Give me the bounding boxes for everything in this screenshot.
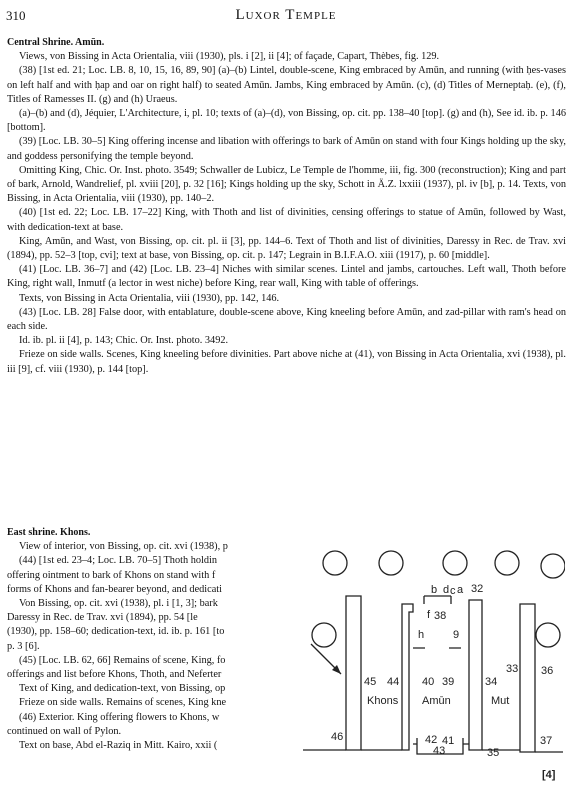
- label-40: 40: [422, 676, 435, 688]
- label-36: 36: [541, 665, 554, 677]
- paragraph: (a)–(b) and (d), Jéquier, L'Architecture, i, pl. 10; texts of (a)–(d), von Bissing, op. cit. pp. 138–40 [top]. (g) and (h), See id. ib. p. 146 [bottom].: [7, 108, 566, 134]
- label-43: 43: [433, 745, 446, 757]
- label-44: 44: [387, 676, 400, 688]
- section-heading: Central Shrine. Amūn.: [7, 37, 105, 48]
- label-45: 45: [364, 676, 377, 688]
- column-circle: [536, 623, 560, 647]
- east-shrine-section: [7, 526, 297, 753]
- column-circle: [379, 551, 403, 575]
- label-37: 37: [540, 735, 553, 747]
- line: continued on wall of Pylon.: [7, 725, 122, 737]
- wall-center-left: [402, 604, 413, 750]
- plan-drawing: [301, 532, 565, 784]
- line: (45) [Loc. LB. 62, 66] Remains of scene, King, fo: [19, 654, 226, 666]
- line: Von Bissing, op. cit. xvi (1938), pl. i [1, 3]; bark: [19, 598, 218, 610]
- paragraph: Texts, von Bissing in Acta Orientalia, viii (1930), pp. 142, 146.: [19, 292, 280, 304]
- wall-center-right: [469, 600, 482, 750]
- label-35: 35: [487, 747, 500, 759]
- paragraph: Frieze on side walls. Scenes, King kneeling before divinities. Part above niche at (41), von Bissing in Acta Orientalia, xvi (1938), pl. iii [9], cf. viii (1930), p. 144 [top].: [7, 349, 566, 375]
- paragraph: (39) [Loc. LB. 30–5] King offering incense and libation with offerings to bark of Amūn on stand with four Kings holding up the sky, and goddess personifying the temple beyond.: [7, 136, 566, 162]
- line: Daressy in Rec. de Trav. xvi (1894), pp. 54 [le: [7, 612, 198, 624]
- label-c: c: [450, 585, 456, 597]
- label-41: 41: [442, 735, 455, 747]
- label-42: 42: [425, 734, 438, 746]
- line: (1930), pp. 158–60; dedication-text, id. ib. p. 161 [to: [7, 626, 225, 638]
- label-38: 38: [434, 610, 447, 622]
- column-circle: [541, 554, 565, 578]
- central-shrine-section: [7, 36, 566, 377]
- page-number: 310: [6, 8, 26, 23]
- shrine-plan-figure: [301, 532, 565, 784]
- paragraph: (43) [Loc. LB. 28] False door, with entablature, double-scene above, King kneeling before Amūn, and zad-pillar with ram's head on each side.: [7, 306, 566, 333]
- paragraph: (40) [1st ed. 22; Loc. LB. 17–22] King, with Thoth and list of divinities, censing offerings to statue of Amūn, followed by Wast, with dedication-text at base.: [7, 207, 566, 233]
- label-34: 34: [485, 676, 498, 688]
- column-circle: [312, 623, 336, 647]
- label-39: 39: [442, 676, 455, 688]
- wall-right: [520, 604, 535, 752]
- line: forms of Khons and fan-bearer beyond, and dedicati: [7, 583, 223, 595]
- line: offerings and list before Khons, Thoth, and Neferter: [7, 669, 222, 681]
- page-header: [6, 6, 566, 28]
- line: (46) Exterior. King offering flowers to Khons, w: [19, 711, 220, 723]
- line: Text on base, Abd el-Raziq in Mitt. Kairo, xxii (: [19, 740, 218, 752]
- section-heading: East shrine. Khons.: [7, 527, 91, 538]
- label-khons: Khons: [367, 695, 399, 707]
- line: p. 3 [6].: [7, 640, 40, 652]
- column-circle: [323, 551, 347, 575]
- paragraph: Id. ib. pl. ii [4], p. 143; Chic. Or. Inst. photo. 3492.: [19, 335, 229, 347]
- paragraph: (41) [Loc. LB. 36–7] and (42) [Loc. LB. 23–4] Niches with similar scenes. Lintel and jambs, cartouches. Left wall, Thoth before King, right wall, Inmutf (a lector in west niche) before King, rear wall, King with table of offerings.: [7, 264, 566, 290]
- label-mut: Mut: [491, 695, 510, 707]
- label-9: 9: [453, 629, 460, 641]
- paragraph: (38) [1st ed. 21; Loc. LB. 8, 10, 15, 16, 89, 90] (a)–(b) Lintel, double-scene, King embraced by Amūn, and running (with ḥes-vases on left half and with ḥap and oar on right half) to seated Amūn. Jambs, King embraced by Amūn. (c), (d) Titles of Merneptaḥ. (e), (f), Titles of Ramesses II. (g) and (h) Uraeus.: [7, 65, 566, 105]
- page-title: Luxor Temple: [235, 7, 337, 23]
- plate-number: [4]: [542, 769, 556, 781]
- wall-left: [346, 596, 361, 750]
- line: View of interior, von Bissing, op. cit. xvi (1938), p: [19, 541, 228, 553]
- shrine-frame: [424, 596, 451, 604]
- line: Text of King, and dedication-text, von Bissing, op: [19, 683, 226, 695]
- paragraph: Views, von Bissing in Acta Orientalia, viii (1930), pls. i [2], ii [4]; of façade, Capart, Thèbes, fig. 129.: [19, 51, 440, 63]
- line: Frieze on side walls. Remains of scenes, King kne: [19, 697, 227, 709]
- label-h: h: [418, 629, 425, 641]
- label-f: f: [427, 609, 431, 621]
- label-d: d: [443, 584, 450, 596]
- label-a: a: [457, 584, 464, 596]
- paragraph: King, Amūn, and Wast, von Bissing, op. cit. pl. ii [3], pp. 144–6. Text of Thoth and list of divinities, Daressy in Rec. de Trav. xvi (1894), pp. 52–3 [top, cvi]; text at base, von Bissing, op. cit. p. 147; Legrain in B.I.F.A.O. xiii (1917), p. 60 [middle].: [7, 235, 566, 262]
- label-b: b: [431, 584, 438, 596]
- column-circle: [495, 551, 519, 575]
- line: offering ointment to bark of Khons on stand with f: [7, 569, 216, 581]
- label-46: 46: [331, 731, 344, 743]
- label-32: 32: [471, 583, 484, 595]
- column-circle: [443, 551, 467, 575]
- label-33: 33: [506, 663, 519, 675]
- paragraph: Omitting King, Chic. Or. Inst. photo. 3549; Schwaller de Lubicz, Le Temple de l'homme, iii, fig. 300 (reconstruction); King and part of bark, Arnold, Wandrelief, pl. xviii [20], p. 32 [16]; Kings holding up the sky, Schott in Ä.Z. lxxiii (1937), pl. iv [b], p. 14. Texts, von Bissing, in Acta Orientalia, viii (1930), pp. 140–2.: [7, 164, 566, 205]
- line: (44) [1st ed. 23–4; Loc. LB. 70–5] Thoth holdin: [19, 555, 218, 567]
- label-amun: Amūn: [422, 695, 451, 707]
